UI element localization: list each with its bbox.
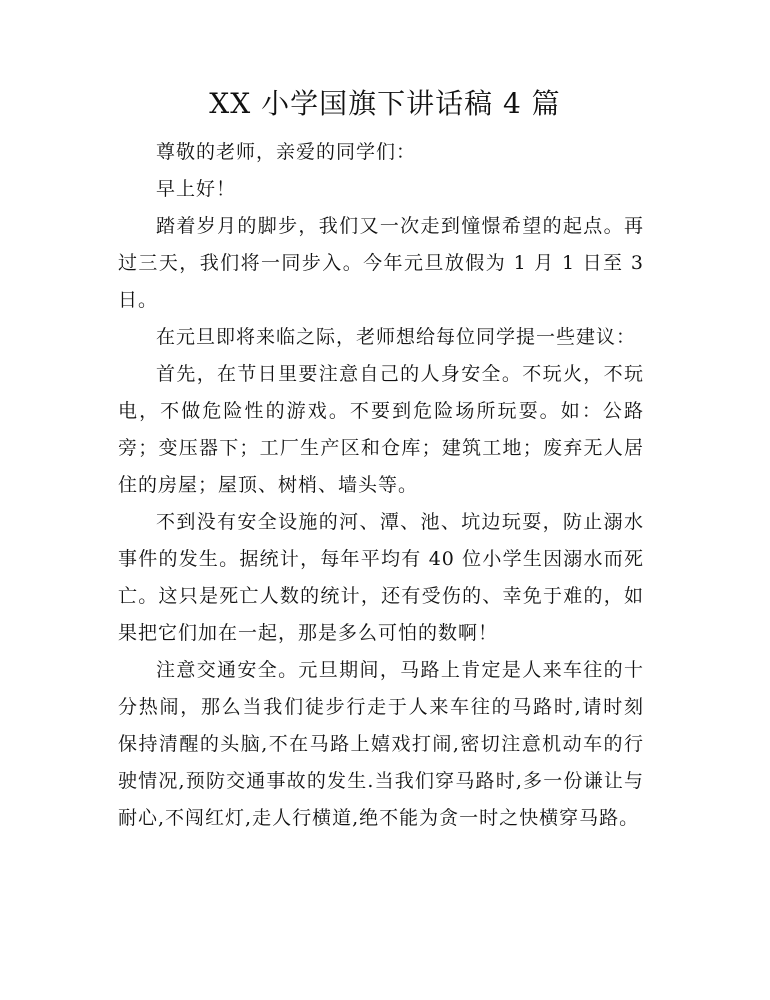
paragraph-water-safety: 不到没有安全设施的河、潭、池、坑边玩耍，防止溺水事件的发生。据统计，每年平均有 40 位小学生因溺水而死亡。这只是死亡人数的统计，还有受伤的、幸免于难的，如果把它们加在一起，那是多么可怕的数啊！ (118, 511, 644, 644)
paragraph-greeting-salutation: 尊敬的老师，亲爱的同学们： (156, 141, 417, 163)
paragraph-personal-safety: 首先，在节日里要注意自己的人身安全。不玩火，不玩电，不做危险性的游戏。不要到危险场所玩耍。如：公路旁；变压器下；工厂生产区和仓库；建筑工地；废弃无人居住的房屋；屋顶、树梢、墙头等。 (118, 363, 644, 496)
paragraph-suggestions-intro: 在元旦即将来临之际，老师想给每位同学提一些建议： (156, 326, 637, 348)
paragraph-new-year-intro: 踏着岁月的脚步，我们又一次走到憧憬希望的起点。再过三天，我们将一同步入。今年元旦放假为 1 月 1 日至 3 日。 (118, 215, 644, 311)
paragraph-good-morning: 早上好！ (156, 178, 237, 200)
document-title: XX 小学国旗下讲话稿 4 篇 (209, 87, 561, 120)
document-body (118, 134, 644, 837)
paragraph-traffic-safety: 注意交通安全。元旦期间，马路上肯定是人来车往的十分热闹，那么当我们徒步行走于人来车往的马路时,请时刻保持清醒的头脑,不在马路上嬉戏打闹,密切注意机动车的行驶情况,预防交通事故的发生.当我们穿马路时,多一份谦让与耐心,不闯红灯,走人行横道,绝不能为贪一时之快横穿马路。 (118, 659, 644, 829)
